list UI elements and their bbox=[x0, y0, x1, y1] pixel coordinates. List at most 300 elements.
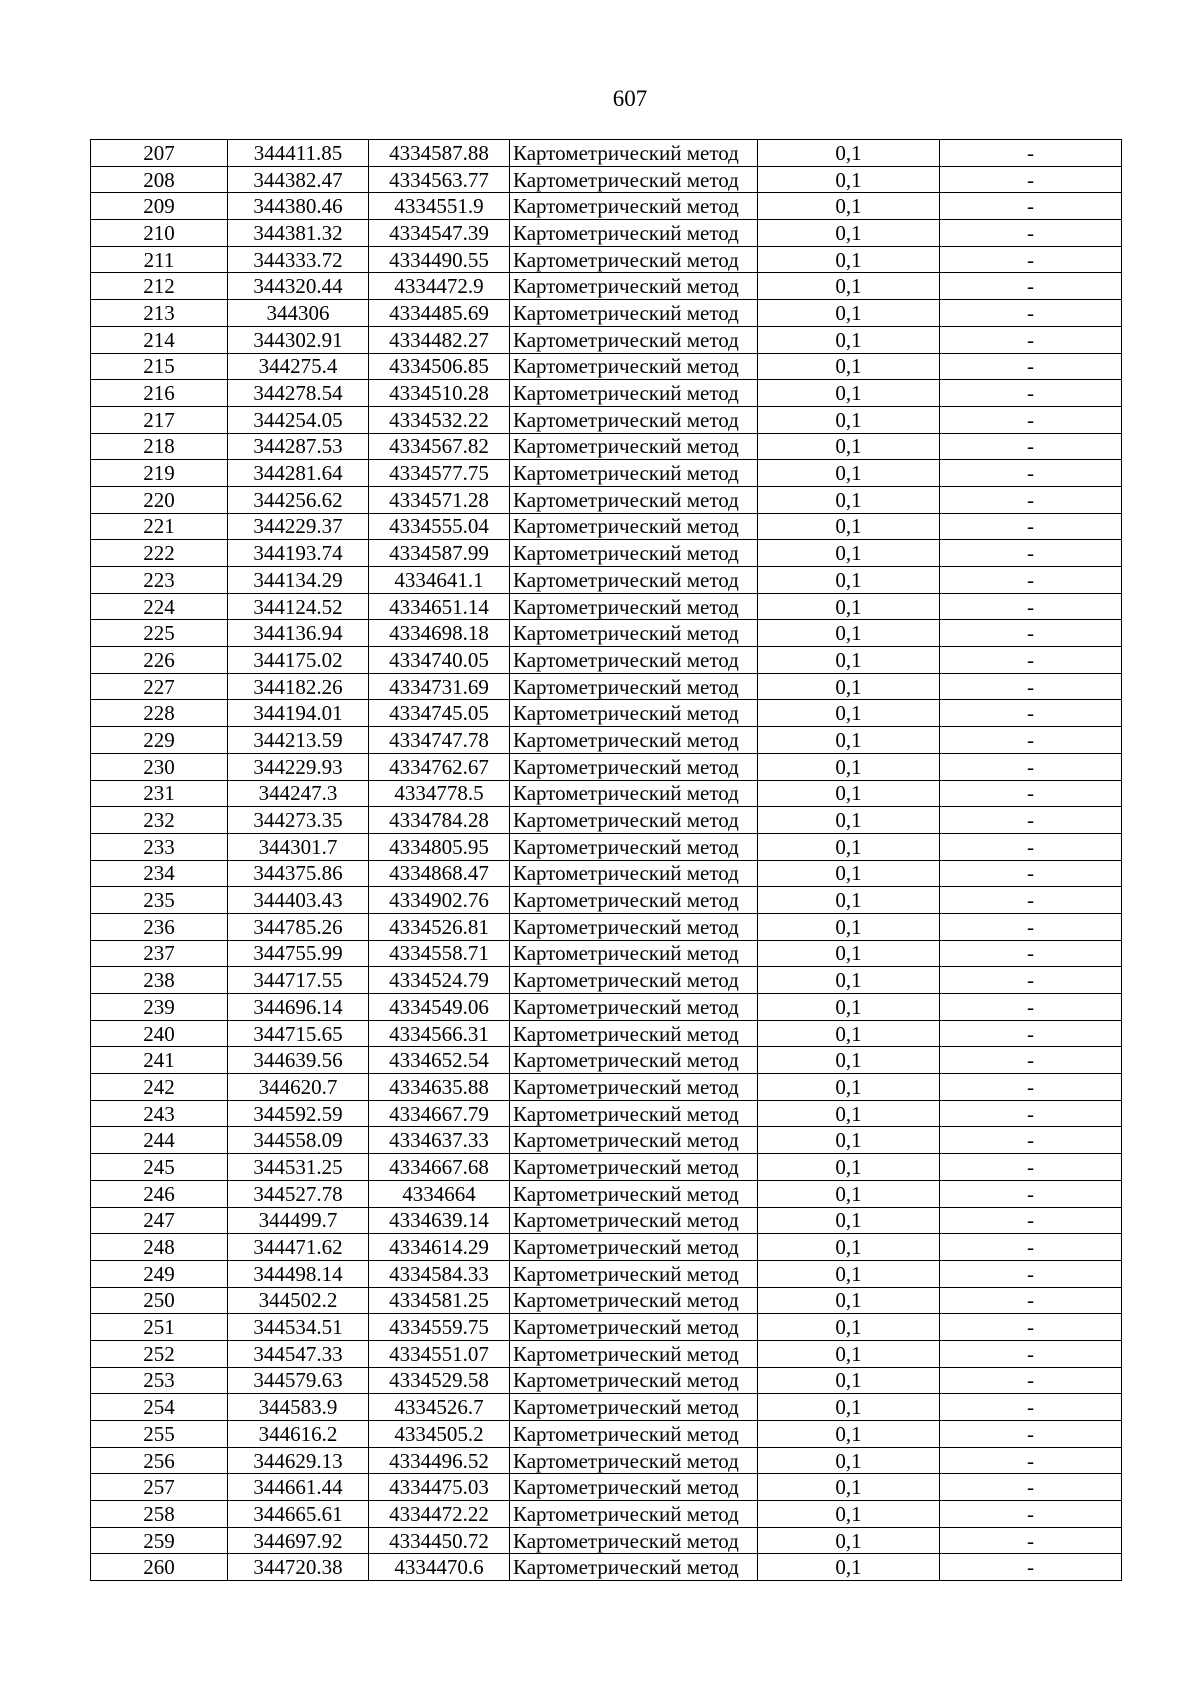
x-coordinate-cell: 344661.44 bbox=[228, 1474, 369, 1501]
x-coordinate-cell: 344136.94 bbox=[228, 620, 369, 647]
y-coordinate-cell: 4334731.69 bbox=[369, 673, 510, 700]
method-cell: Картометрический метод bbox=[510, 1474, 758, 1501]
accuracy-cell: 0,1 bbox=[758, 246, 940, 273]
accuracy-cell: 0,1 bbox=[758, 860, 940, 887]
accuracy-cell: 0,1 bbox=[758, 1207, 940, 1234]
y-coordinate-cell: 4334450.72 bbox=[369, 1527, 510, 1554]
x-coordinate-cell: 344665.61 bbox=[228, 1501, 369, 1528]
point-number-cell: 229 bbox=[91, 727, 228, 754]
method-cell: Картометрический метод bbox=[510, 273, 758, 300]
x-coordinate-cell: 344697.92 bbox=[228, 1527, 369, 1554]
point-number-cell: 214 bbox=[91, 326, 228, 353]
table-row bbox=[91, 380, 1122, 407]
method-cell: Картометрический метод bbox=[510, 1047, 758, 1074]
method-cell: Картометрический метод bbox=[510, 1100, 758, 1127]
note-cell: - bbox=[940, 940, 1122, 967]
y-coordinate-cell: 4334641.1 bbox=[369, 567, 510, 594]
x-coordinate-cell: 344182.26 bbox=[228, 673, 369, 700]
x-coordinate-cell: 344715.65 bbox=[228, 1020, 369, 1047]
accuracy-cell: 0,1 bbox=[758, 1047, 940, 1074]
y-coordinate-cell: 4334639.14 bbox=[369, 1207, 510, 1234]
note-cell: - bbox=[940, 1367, 1122, 1394]
accuracy-cell: 0,1 bbox=[758, 433, 940, 460]
accuracy-cell: 0,1 bbox=[758, 406, 940, 433]
accuracy-cell: 0,1 bbox=[758, 513, 940, 540]
accuracy-cell: 0,1 bbox=[758, 1287, 940, 1314]
note-cell: - bbox=[940, 513, 1122, 540]
method-cell: Картометрический метод bbox=[510, 1180, 758, 1207]
point-number-cell: 231 bbox=[91, 780, 228, 807]
note-cell: - bbox=[940, 1474, 1122, 1501]
accuracy-cell: 0,1 bbox=[758, 1260, 940, 1287]
table-row bbox=[91, 780, 1122, 807]
note-cell: - bbox=[940, 994, 1122, 1021]
note-cell: - bbox=[940, 220, 1122, 247]
x-coordinate-cell: 344592.59 bbox=[228, 1100, 369, 1127]
note-cell: - bbox=[940, 593, 1122, 620]
y-coordinate-cell: 4334577.75 bbox=[369, 460, 510, 487]
accuracy-cell: 0,1 bbox=[758, 166, 940, 193]
coordinates-table bbox=[90, 139, 1122, 1581]
x-coordinate-cell: 344287.53 bbox=[228, 433, 369, 460]
x-coordinate-cell: 344320.44 bbox=[228, 273, 369, 300]
y-coordinate-cell: 4334490.55 bbox=[369, 246, 510, 273]
accuracy-cell: 0,1 bbox=[758, 887, 940, 914]
table-row bbox=[91, 1501, 1122, 1528]
method-cell: Картометрический метод bbox=[510, 1074, 758, 1101]
point-number-cell: 209 bbox=[91, 193, 228, 220]
y-coordinate-cell: 4334529.58 bbox=[369, 1367, 510, 1394]
method-cell: Картометрический метод bbox=[510, 1421, 758, 1448]
accuracy-cell: 0,1 bbox=[758, 913, 940, 940]
table-row bbox=[91, 700, 1122, 727]
method-cell: Картометрический метод bbox=[510, 887, 758, 914]
x-coordinate-cell: 344382.47 bbox=[228, 166, 369, 193]
table-row bbox=[91, 860, 1122, 887]
table-row bbox=[91, 887, 1122, 914]
method-cell: Картометрический метод bbox=[510, 220, 758, 247]
method-cell: Картометрический метод bbox=[510, 994, 758, 1021]
y-coordinate-cell: 4334635.88 bbox=[369, 1074, 510, 1101]
y-coordinate-cell: 4334745.05 bbox=[369, 700, 510, 727]
accuracy-cell: 0,1 bbox=[758, 326, 940, 353]
method-cell: Картометрический метод bbox=[510, 540, 758, 567]
x-coordinate-cell: 344124.52 bbox=[228, 593, 369, 620]
y-coordinate-cell: 4334485.69 bbox=[369, 300, 510, 327]
point-number-cell: 249 bbox=[91, 1260, 228, 1287]
table-row bbox=[91, 807, 1122, 834]
x-coordinate-cell: 344579.63 bbox=[228, 1367, 369, 1394]
y-coordinate-cell: 4334524.79 bbox=[369, 967, 510, 994]
accuracy-cell: 0,1 bbox=[758, 460, 940, 487]
table-row bbox=[91, 406, 1122, 433]
method-cell: Картометрический метод bbox=[510, 833, 758, 860]
method-cell: Картометрический метод bbox=[510, 1394, 758, 1421]
point-number-cell: 216 bbox=[91, 380, 228, 407]
table-row bbox=[91, 460, 1122, 487]
accuracy-cell: 0,1 bbox=[758, 567, 940, 594]
note-cell: - bbox=[940, 353, 1122, 380]
point-number-cell: 241 bbox=[91, 1047, 228, 1074]
accuracy-cell: 0,1 bbox=[758, 486, 940, 513]
note-cell: - bbox=[940, 246, 1122, 273]
method-cell: Картометрический метод bbox=[510, 246, 758, 273]
table-row bbox=[91, 1340, 1122, 1367]
point-number-cell: 251 bbox=[91, 1314, 228, 1341]
point-number-cell: 257 bbox=[91, 1474, 228, 1501]
x-coordinate-cell: 344333.72 bbox=[228, 246, 369, 273]
method-cell: Картометрический метод bbox=[510, 1234, 758, 1261]
method-cell: Картометрический метод bbox=[510, 166, 758, 193]
table-row bbox=[91, 1260, 1122, 1287]
note-cell: - bbox=[940, 140, 1122, 167]
table-row bbox=[91, 513, 1122, 540]
accuracy-cell: 0,1 bbox=[758, 1501, 940, 1528]
table-row bbox=[91, 1447, 1122, 1474]
point-number-cell: 259 bbox=[91, 1527, 228, 1554]
table-row bbox=[91, 753, 1122, 780]
table-row bbox=[91, 300, 1122, 327]
note-cell: - bbox=[940, 166, 1122, 193]
table-row bbox=[91, 1074, 1122, 1101]
table-row bbox=[91, 994, 1122, 1021]
table-row bbox=[91, 326, 1122, 353]
method-cell: Картометрический метод bbox=[510, 1314, 758, 1341]
point-number-cell: 253 bbox=[91, 1367, 228, 1394]
method-cell: Картометрический метод bbox=[510, 593, 758, 620]
accuracy-cell: 0,1 bbox=[758, 807, 940, 834]
method-cell: Картометрический метод bbox=[510, 673, 758, 700]
y-coordinate-cell: 4334740.05 bbox=[369, 647, 510, 674]
y-coordinate-cell: 4334532.22 bbox=[369, 406, 510, 433]
x-coordinate-cell: 344256.62 bbox=[228, 486, 369, 513]
y-coordinate-cell: 4334475.03 bbox=[369, 1474, 510, 1501]
accuracy-cell: 0,1 bbox=[758, 1074, 940, 1101]
coordinates-table-body bbox=[91, 140, 1122, 1581]
y-coordinate-cell: 4334571.28 bbox=[369, 486, 510, 513]
table-row bbox=[91, 1314, 1122, 1341]
y-coordinate-cell: 4334747.78 bbox=[369, 727, 510, 754]
point-number-cell: 225 bbox=[91, 620, 228, 647]
y-coordinate-cell: 4334505.2 bbox=[369, 1421, 510, 1448]
x-coordinate-cell: 344502.2 bbox=[228, 1287, 369, 1314]
method-cell: Картометрический метод bbox=[510, 513, 758, 540]
point-number-cell: 242 bbox=[91, 1074, 228, 1101]
note-cell: - bbox=[940, 1287, 1122, 1314]
accuracy-cell: 0,1 bbox=[758, 1394, 940, 1421]
x-coordinate-cell: 344380.46 bbox=[228, 193, 369, 220]
note-cell: - bbox=[940, 1074, 1122, 1101]
point-number-cell: 222 bbox=[91, 540, 228, 567]
note-cell: - bbox=[940, 1207, 1122, 1234]
point-number-cell: 238 bbox=[91, 967, 228, 994]
x-coordinate-cell: 344306 bbox=[228, 300, 369, 327]
point-number-cell: 246 bbox=[91, 1180, 228, 1207]
x-coordinate-cell: 344175.02 bbox=[228, 647, 369, 674]
table-row bbox=[91, 1421, 1122, 1448]
note-cell: - bbox=[940, 1527, 1122, 1554]
y-coordinate-cell: 4334510.28 bbox=[369, 380, 510, 407]
x-coordinate-cell: 344696.14 bbox=[228, 994, 369, 1021]
method-cell: Картометрический метод bbox=[510, 753, 758, 780]
accuracy-cell: 0,1 bbox=[758, 1421, 940, 1448]
x-coordinate-cell: 344527.78 bbox=[228, 1180, 369, 1207]
point-number-cell: 250 bbox=[91, 1287, 228, 1314]
note-cell: - bbox=[940, 273, 1122, 300]
x-coordinate-cell: 344403.43 bbox=[228, 887, 369, 914]
point-number-cell: 239 bbox=[91, 994, 228, 1021]
accuracy-cell: 0,1 bbox=[758, 140, 940, 167]
point-number-cell: 258 bbox=[91, 1501, 228, 1528]
y-coordinate-cell: 4334472.22 bbox=[369, 1501, 510, 1528]
method-cell: Картометрический метод bbox=[510, 1447, 758, 1474]
x-coordinate-cell: 344229.37 bbox=[228, 513, 369, 540]
method-cell: Картометрический метод bbox=[510, 780, 758, 807]
y-coordinate-cell: 4334698.18 bbox=[369, 620, 510, 647]
x-coordinate-cell: 344375.86 bbox=[228, 860, 369, 887]
point-number-cell: 211 bbox=[91, 246, 228, 273]
note-cell: - bbox=[940, 1100, 1122, 1127]
point-number-cell: 256 bbox=[91, 1447, 228, 1474]
point-number-cell: 240 bbox=[91, 1020, 228, 1047]
x-coordinate-cell: 344498.14 bbox=[228, 1260, 369, 1287]
table-row bbox=[91, 1180, 1122, 1207]
y-coordinate-cell: 4334778.5 bbox=[369, 780, 510, 807]
page-number: 607 bbox=[612, 86, 648, 111]
method-cell: Картометрический метод bbox=[510, 1367, 758, 1394]
x-coordinate-cell: 344302.91 bbox=[228, 326, 369, 353]
note-cell: - bbox=[940, 1154, 1122, 1181]
x-coordinate-cell: 344717.55 bbox=[228, 967, 369, 994]
point-number-cell: 254 bbox=[91, 1394, 228, 1421]
method-cell: Картометрический метод bbox=[510, 1154, 758, 1181]
y-coordinate-cell: 4334567.82 bbox=[369, 433, 510, 460]
point-number-cell: 248 bbox=[91, 1234, 228, 1261]
method-cell: Картометрический метод bbox=[510, 300, 758, 327]
point-number-cell: 245 bbox=[91, 1154, 228, 1181]
table-row bbox=[91, 593, 1122, 620]
table-row bbox=[91, 166, 1122, 193]
table-row bbox=[91, 433, 1122, 460]
x-coordinate-cell: 344531.25 bbox=[228, 1154, 369, 1181]
x-coordinate-cell: 344499.7 bbox=[228, 1207, 369, 1234]
accuracy-cell: 0,1 bbox=[758, 1367, 940, 1394]
point-number-cell: 208 bbox=[91, 166, 228, 193]
x-coordinate-cell: 344229.93 bbox=[228, 753, 369, 780]
x-coordinate-cell: 344558.09 bbox=[228, 1127, 369, 1154]
method-cell: Картометрический метод bbox=[510, 140, 758, 167]
y-coordinate-cell: 4334506.85 bbox=[369, 353, 510, 380]
point-number-cell: 220 bbox=[91, 486, 228, 513]
accuracy-cell: 0,1 bbox=[758, 833, 940, 860]
note-cell: - bbox=[940, 1020, 1122, 1047]
method-cell: Картометрический метод bbox=[510, 1207, 758, 1234]
note-cell: - bbox=[940, 1314, 1122, 1341]
accuracy-cell: 0,1 bbox=[758, 353, 940, 380]
accuracy-cell: 0,1 bbox=[758, 780, 940, 807]
note-cell: - bbox=[940, 967, 1122, 994]
method-cell: Картометрический метод bbox=[510, 940, 758, 967]
point-number-cell: 244 bbox=[91, 1127, 228, 1154]
accuracy-cell: 0,1 bbox=[758, 273, 940, 300]
y-coordinate-cell: 4334482.27 bbox=[369, 326, 510, 353]
table-row bbox=[91, 620, 1122, 647]
accuracy-cell: 0,1 bbox=[758, 540, 940, 567]
x-coordinate-cell: 344213.59 bbox=[228, 727, 369, 754]
x-coordinate-cell: 344381.32 bbox=[228, 220, 369, 247]
point-number-cell: 233 bbox=[91, 833, 228, 860]
accuracy-cell: 0,1 bbox=[758, 1447, 940, 1474]
table-row bbox=[91, 1527, 1122, 1554]
method-cell: Картометрический метод bbox=[510, 647, 758, 674]
point-number-cell: 235 bbox=[91, 887, 228, 914]
note-cell: - bbox=[940, 780, 1122, 807]
note-cell: - bbox=[940, 913, 1122, 940]
method-cell: Картометрический метод bbox=[510, 1527, 758, 1554]
note-cell: - bbox=[940, 620, 1122, 647]
accuracy-cell: 0,1 bbox=[758, 593, 940, 620]
x-coordinate-cell: 344278.54 bbox=[228, 380, 369, 407]
table-row bbox=[91, 1474, 1122, 1501]
y-coordinate-cell: 4334555.04 bbox=[369, 513, 510, 540]
y-coordinate-cell: 4334496.52 bbox=[369, 1447, 510, 1474]
y-coordinate-cell: 4334470.6 bbox=[369, 1554, 510, 1581]
table-row bbox=[91, 727, 1122, 754]
note-cell: - bbox=[940, 1260, 1122, 1287]
table-row bbox=[91, 673, 1122, 700]
y-coordinate-cell: 4334551.9 bbox=[369, 193, 510, 220]
y-coordinate-cell: 4334637.33 bbox=[369, 1127, 510, 1154]
point-number-cell: 212 bbox=[91, 273, 228, 300]
point-number-cell: 243 bbox=[91, 1100, 228, 1127]
y-coordinate-cell: 4334587.99 bbox=[369, 540, 510, 567]
note-cell: - bbox=[940, 673, 1122, 700]
y-coordinate-cell: 4334559.75 bbox=[369, 1314, 510, 1341]
point-number-cell: 217 bbox=[91, 406, 228, 433]
table-row bbox=[91, 833, 1122, 860]
table-row bbox=[91, 1287, 1122, 1314]
method-cell: Картометрический метод bbox=[510, 353, 758, 380]
x-coordinate-cell: 344583.9 bbox=[228, 1394, 369, 1421]
point-number-cell: 247 bbox=[91, 1207, 228, 1234]
note-cell: - bbox=[940, 326, 1122, 353]
point-number-cell: 260 bbox=[91, 1554, 228, 1581]
method-cell: Картометрический метод bbox=[510, 727, 758, 754]
y-coordinate-cell: 4334805.95 bbox=[369, 833, 510, 860]
note-cell: - bbox=[940, 460, 1122, 487]
table-row bbox=[91, 1367, 1122, 1394]
note-cell: - bbox=[940, 1554, 1122, 1581]
table-row bbox=[91, 1207, 1122, 1234]
method-cell: Картометрический метод bbox=[510, 460, 758, 487]
accuracy-cell: 0,1 bbox=[758, 994, 940, 1021]
note-cell: - bbox=[940, 807, 1122, 834]
accuracy-cell: 0,1 bbox=[758, 300, 940, 327]
y-coordinate-cell: 4334902.76 bbox=[369, 887, 510, 914]
note-cell: - bbox=[940, 1180, 1122, 1207]
table-row bbox=[91, 1127, 1122, 1154]
y-coordinate-cell: 4334584.33 bbox=[369, 1260, 510, 1287]
method-cell: Картометрический метод bbox=[510, 913, 758, 940]
table-row bbox=[91, 540, 1122, 567]
y-coordinate-cell: 4334667.79 bbox=[369, 1100, 510, 1127]
note-cell: - bbox=[940, 1047, 1122, 1074]
x-coordinate-cell: 344301.7 bbox=[228, 833, 369, 860]
x-coordinate-cell: 344281.64 bbox=[228, 460, 369, 487]
y-coordinate-cell: 4334581.25 bbox=[369, 1287, 510, 1314]
accuracy-cell: 0,1 bbox=[758, 1234, 940, 1261]
note-cell: - bbox=[940, 700, 1122, 727]
y-coordinate-cell: 4334566.31 bbox=[369, 1020, 510, 1047]
y-coordinate-cell: 4334587.88 bbox=[369, 140, 510, 167]
method-cell: Картометрический метод bbox=[510, 1020, 758, 1047]
y-coordinate-cell: 4334664 bbox=[369, 1180, 510, 1207]
method-cell: Картометрический метод bbox=[510, 567, 758, 594]
y-coordinate-cell: 4334784.28 bbox=[369, 807, 510, 834]
table-row bbox=[91, 1100, 1122, 1127]
method-cell: Картометрический метод bbox=[510, 326, 758, 353]
y-coordinate-cell: 4334652.54 bbox=[369, 1047, 510, 1074]
accuracy-cell: 0,1 bbox=[758, 1554, 940, 1581]
note-cell: - bbox=[940, 300, 1122, 327]
y-coordinate-cell: 4334868.47 bbox=[369, 860, 510, 887]
method-cell: Картометрический метод bbox=[510, 1260, 758, 1287]
y-coordinate-cell: 4334549.06 bbox=[369, 994, 510, 1021]
point-number-cell: 234 bbox=[91, 860, 228, 887]
accuracy-cell: 0,1 bbox=[758, 967, 940, 994]
x-coordinate-cell: 344755.99 bbox=[228, 940, 369, 967]
y-coordinate-cell: 4334667.68 bbox=[369, 1154, 510, 1181]
y-coordinate-cell: 4334558.71 bbox=[369, 940, 510, 967]
accuracy-cell: 0,1 bbox=[758, 700, 940, 727]
method-cell: Картометрический метод bbox=[510, 967, 758, 994]
method-cell: Картометрический метод bbox=[510, 1340, 758, 1367]
accuracy-cell: 0,1 bbox=[758, 620, 940, 647]
accuracy-cell: 0,1 bbox=[758, 1340, 940, 1367]
table-row bbox=[91, 1047, 1122, 1074]
table-row bbox=[91, 246, 1122, 273]
method-cell: Картометрический метод bbox=[510, 433, 758, 460]
point-number-cell: 223 bbox=[91, 567, 228, 594]
y-coordinate-cell: 4334526.81 bbox=[369, 913, 510, 940]
point-number-cell: 221 bbox=[91, 513, 228, 540]
point-number-cell: 224 bbox=[91, 593, 228, 620]
y-coordinate-cell: 4334526.7 bbox=[369, 1394, 510, 1421]
table-row bbox=[91, 1234, 1122, 1261]
method-cell: Картометрический метод bbox=[510, 1127, 758, 1154]
x-coordinate-cell: 344411.85 bbox=[228, 140, 369, 167]
accuracy-cell: 0,1 bbox=[758, 1180, 940, 1207]
table-row bbox=[91, 1154, 1122, 1181]
y-coordinate-cell: 4334547.39 bbox=[369, 220, 510, 247]
accuracy-cell: 0,1 bbox=[758, 1020, 940, 1047]
note-cell: - bbox=[940, 380, 1122, 407]
method-cell: Картометрический метод bbox=[510, 620, 758, 647]
method-cell: Картометрический метод bbox=[510, 380, 758, 407]
x-coordinate-cell: 344247.3 bbox=[228, 780, 369, 807]
accuracy-cell: 0,1 bbox=[758, 940, 940, 967]
point-number-cell: 219 bbox=[91, 460, 228, 487]
table-row bbox=[91, 353, 1122, 380]
point-number-cell: 218 bbox=[91, 433, 228, 460]
point-number-cell: 226 bbox=[91, 647, 228, 674]
accuracy-cell: 0,1 bbox=[758, 647, 940, 674]
point-number-cell: 215 bbox=[91, 353, 228, 380]
x-coordinate-cell: 344620.7 bbox=[228, 1074, 369, 1101]
note-cell: - bbox=[940, 433, 1122, 460]
x-coordinate-cell: 344547.33 bbox=[228, 1340, 369, 1367]
table-row bbox=[91, 193, 1122, 220]
